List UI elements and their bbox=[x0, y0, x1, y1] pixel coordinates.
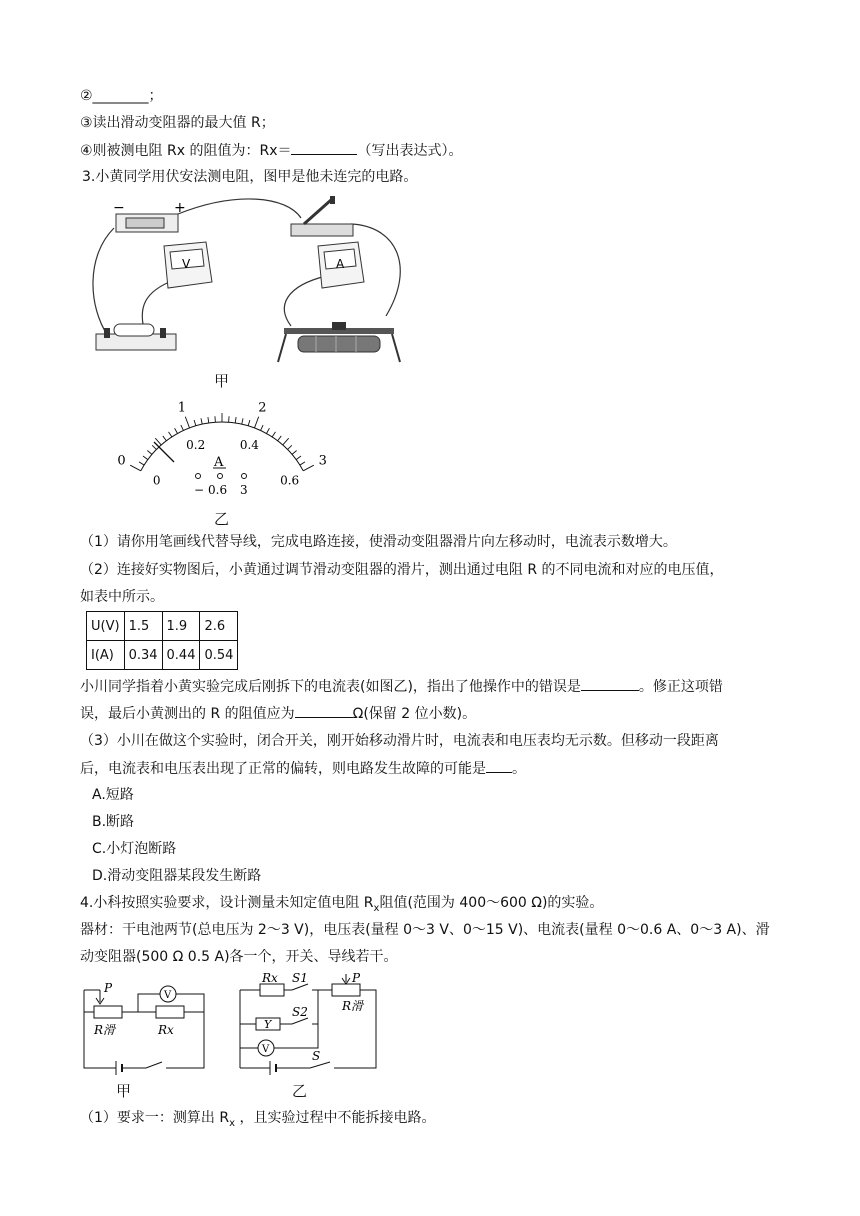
measurement-table bbox=[86, 611, 238, 670]
dial-tick bbox=[283, 438, 289, 445]
dial-bottom-tick-label: 0 bbox=[152, 473, 161, 488]
dial-bottom-tick-label: 0.4 bbox=[239, 437, 259, 452]
y-label: Y bbox=[264, 1018, 272, 1031]
svg-text:V: V bbox=[182, 257, 191, 271]
step-2: ②________； bbox=[80, 88, 163, 104]
table-cell: 1.5 bbox=[124, 612, 162, 641]
dial-tick bbox=[254, 417, 258, 428]
table-row bbox=[87, 641, 238, 670]
resistor-icon bbox=[96, 324, 176, 350]
dial-top-tick-label: 2 bbox=[258, 400, 267, 416]
dial-tick bbox=[208, 417, 209, 423]
circuit-yi bbox=[240, 971, 376, 1075]
q3-part3-a: （3）小川在做这个实验时，闭合开关，刚开始移动滑片时，电流表和电压表均无示数。但移动一段距离 bbox=[80, 733, 719, 749]
table-cell: 0.54 bbox=[200, 641, 238, 670]
q3-part2-d-tail: Ω(保留 2 位小数)。 bbox=[352, 706, 477, 722]
rheostat-icon bbox=[278, 322, 400, 362]
table-cell: 0.44 bbox=[162, 641, 200, 670]
dial-top-tick-label: 0 bbox=[117, 453, 126, 469]
terminals bbox=[194, 474, 248, 498]
dial-tick bbox=[163, 436, 167, 441]
circuit-label-jia: 甲 bbox=[116, 1082, 132, 1100]
answer-blank[interactable] bbox=[486, 758, 512, 773]
svg-text:0.6: 0.6 bbox=[208, 483, 228, 497]
q4-title-sub: x bbox=[373, 902, 380, 914]
answer-blank[interactable] bbox=[295, 703, 353, 718]
dial-top-tick-label: 3 bbox=[318, 453, 327, 469]
rheostat-label: R滑 bbox=[342, 999, 364, 1013]
q4-part1-text: （1）要求一：测算出 R bbox=[80, 1110, 230, 1126]
dial-unit: A bbox=[214, 455, 224, 470]
dial-tick bbox=[175, 428, 178, 433]
rx-label: Rx bbox=[158, 1023, 174, 1037]
question-3-title: 3.小黄同学用伏安法测电阻，图甲是他未连完的电路。 bbox=[82, 169, 418, 185]
q3-part2-c-tail: 。修正这项错 bbox=[638, 679, 723, 695]
dial-bottom-tick-label: 0.2 bbox=[186, 437, 206, 452]
slider-label: P bbox=[104, 981, 113, 995]
needle-icon bbox=[154, 442, 174, 462]
q4-part1 bbox=[80, 1108, 435, 1134]
q3-part3-b-text: 后，电流表和电压表出现了正常的偏转，则电路发生故障的可能是 bbox=[80, 761, 486, 777]
s-label: S bbox=[312, 1049, 321, 1063]
dial-tick bbox=[303, 465, 314, 471]
step-4 bbox=[80, 140, 462, 161]
figure-label-jia: 甲 bbox=[214, 372, 230, 390]
svg-text:+: + bbox=[174, 200, 186, 216]
knife-switch-icon bbox=[291, 196, 353, 236]
q3-part2-d-text: 误，最后小黄测出的 R 的阻值应为 bbox=[80, 706, 295, 722]
q4-equipment-b: 动变阻器(500 Ω 0.5 A)各一个，开关、导线若干。 bbox=[80, 949, 398, 965]
rx-label: Rx bbox=[262, 971, 278, 985]
table-row bbox=[87, 612, 238, 641]
q4-part1-tail: ，且实验过程中不能拆接电路。 bbox=[235, 1110, 436, 1126]
apparatus-figure bbox=[86, 196, 416, 366]
option-a[interactable]: A.短路 bbox=[92, 787, 134, 803]
table-cell: 1.9 bbox=[162, 612, 200, 641]
dial-tick bbox=[288, 445, 292, 449]
dial-tick bbox=[147, 450, 152, 454]
dial-tick bbox=[139, 462, 144, 465]
voltmeter-label: V bbox=[262, 1044, 270, 1055]
circuit-diagrams bbox=[80, 972, 390, 1080]
q4-equipment-a: 器材：干电池两节(总电压为 2～3 V)，电压表(量程 0～3 V、0～15 V)、电流表(量程 0～0.6 A、0～3 A)、滑 bbox=[80, 922, 770, 938]
q4-part1-sub: x bbox=[229, 1117, 236, 1129]
dial-tick bbox=[235, 417, 236, 423]
dial-tick bbox=[130, 465, 141, 471]
dial-tick bbox=[261, 425, 264, 430]
figure-label-yi: 乙 bbox=[214, 510, 230, 528]
dial-tick bbox=[296, 456, 301, 460]
s2-label: S2 bbox=[292, 1005, 308, 1019]
circuit-label-yi: 乙 bbox=[292, 1082, 308, 1100]
dial-tick bbox=[201, 418, 202, 424]
table-cell: 2.6 bbox=[200, 612, 238, 641]
svg-text:−: − bbox=[113, 200, 125, 216]
svg-text:3: 3 bbox=[240, 483, 248, 497]
q3-part2-a: （2）连接好实物图后，小黄通过调节滑动变阻器的滑片，测出通过电阻 R 的不同电流和对应的电压值， bbox=[80, 562, 724, 578]
option-b[interactable]: B.断路 bbox=[92, 814, 135, 830]
q3-part2-d bbox=[80, 703, 476, 724]
svg-text:A: A bbox=[336, 257, 345, 271]
rheostat-label: R滑 bbox=[94, 1023, 116, 1037]
dial-tick bbox=[181, 425, 184, 430]
dial-tick bbox=[194, 420, 196, 426]
battery-icon bbox=[113, 200, 186, 232]
svg-text:−: − bbox=[194, 483, 205, 497]
q3-part2-c bbox=[80, 676, 723, 697]
q3-part2-b: 如表中所示。 bbox=[80, 589, 164, 605]
step-3: ③读出滑动变阻器的最大值 R； bbox=[80, 115, 275, 131]
dial-tick bbox=[292, 450, 297, 454]
dial-tick bbox=[278, 436, 282, 441]
dial-tick bbox=[143, 456, 148, 460]
q4-title-text: 4.小科按照实验要求，设计测量未知定值电阻 R bbox=[80, 895, 374, 911]
table-cell: 0.34 bbox=[124, 641, 162, 670]
dial-tick bbox=[185, 417, 189, 428]
q3-part2-c-text: 小川同学指着小黄实验完成后刚拆下的电流表(如图乙)，指出了他操作中的错误是 bbox=[80, 679, 581, 695]
option-d[interactable]: D.滑动变阻器某段发生断路 bbox=[92, 868, 262, 884]
step-4-tail: （写出表达式）。 bbox=[357, 143, 463, 159]
dial-tick bbox=[267, 428, 270, 433]
s1-label: S1 bbox=[292, 971, 308, 985]
voltmeter-icon bbox=[164, 242, 212, 288]
q4-title-tail: 阻值(范围为 400～600 Ω)的实验。 bbox=[379, 895, 604, 911]
dial-top-tick-label: 1 bbox=[177, 400, 187, 416]
dial-tick bbox=[169, 432, 172, 437]
circuit-jia bbox=[84, 981, 204, 1075]
table-cell: U(V) bbox=[87, 612, 125, 641]
q3-part3-b bbox=[80, 758, 526, 779]
table-cell: I(A) bbox=[87, 641, 125, 670]
dial-tick bbox=[248, 420, 250, 426]
q3-part1: （1）请你用笔画线代替导线，完成电路连接，使滑动变阻器滑片向左移动时，电流表示数增大。 bbox=[80, 534, 677, 550]
question-4-title bbox=[80, 893, 603, 919]
voltmeter-label: V bbox=[164, 990, 172, 1001]
dial-tick bbox=[272, 432, 275, 437]
answer-blank[interactable] bbox=[581, 676, 639, 691]
ammeter-icon bbox=[318, 242, 364, 288]
ammeter-dial-figure bbox=[117, 394, 327, 502]
slider-label: P bbox=[352, 971, 361, 985]
dial-tick bbox=[152, 445, 156, 449]
dial-bottom-tick-label: 0.6 bbox=[280, 473, 300, 488]
dial-tick bbox=[242, 418, 243, 424]
answer-blank[interactable] bbox=[291, 140, 357, 155]
dial-tick bbox=[300, 462, 305, 465]
step-4-text: ④则被测电阻 Rx 的阻值为：Rx＝ bbox=[80, 143, 292, 159]
option-c[interactable]: C.小灯泡断路 bbox=[92, 841, 177, 857]
q3-part3-b-tail: 。 bbox=[512, 761, 526, 777]
